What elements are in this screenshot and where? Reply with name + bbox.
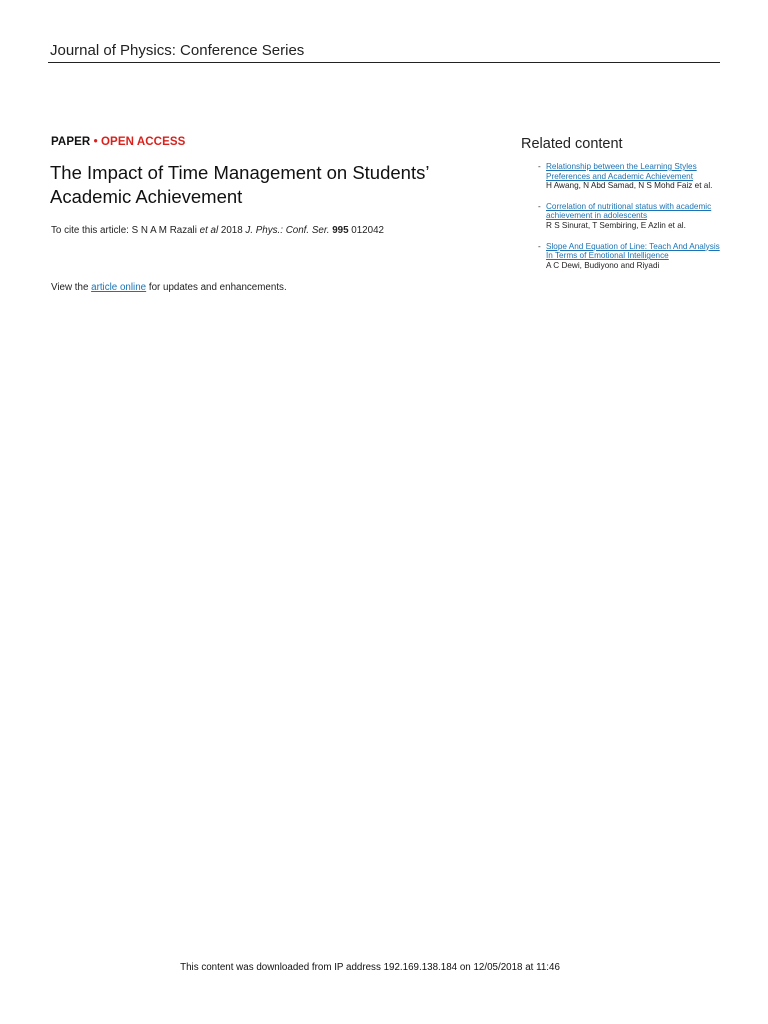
view-online-line [51, 282, 287, 293]
article-title: The Impact of Time Management on Students’ Academic Achievement [50, 162, 429, 207]
paper-label: PAPER [51, 136, 91, 148]
download-footer: This content was downloaded from IP address 192.169.138.184 on 12/05/2018 at 11:46 [180, 962, 560, 973]
journal-name: Journal of Physics: Conference Series [50, 42, 305, 59]
citation-et-al: et al [199, 225, 219, 236]
list-dash: - [538, 241, 541, 251]
citation-prefix: To cite this article: S N A M Razali [51, 225, 200, 236]
list-dash: - [538, 162, 541, 171]
related-item [538, 202, 728, 231]
related-item [538, 162, 728, 191]
view-suffix: for updates and enhancements. [146, 282, 287, 293]
citation-journal: J. Phys.: Conf. Ser. [245, 225, 330, 236]
article-online-link[interactable]: article online [91, 282, 147, 293]
related-item-link[interactable]: Correlation of nutritional status with academic achievement in adolescents [546, 201, 712, 221]
related-item-authors: H Awang, N Abd Samad, N S Mohd Faiz et al. [546, 181, 713, 191]
related-item-authors: R S Sinurat, T Sembiring, E Azlin et al. [546, 220, 686, 230]
related-item-link[interactable]: Relationship between the Learning Styles Preferences and Academic Achievement [546, 162, 697, 181]
header-divider [48, 62, 720, 63]
related-content-list [538, 162, 728, 281]
open-access-label: OPEN ACCESS [101, 136, 186, 148]
related-item [538, 242, 728, 271]
citation-article-number: 012042 [348, 225, 384, 236]
related-item-link[interactable]: Slope And Equation of Line: Teach And Analysis In Terms of Emotional Intelligence [546, 241, 720, 261]
separator-dot: • [93, 136, 98, 148]
related-item-authors: A C Dewi, Budiyono and Riyadi [546, 260, 660, 270]
list-dash: - [538, 201, 541, 211]
citation-line [51, 225, 384, 236]
citation-year: 2018 [218, 225, 246, 236]
citation-volume: 995 [332, 225, 349, 236]
related-content-heading: Related content [521, 136, 623, 152]
paper-type-line [51, 136, 185, 148]
view-prefix: View the [51, 282, 92, 293]
